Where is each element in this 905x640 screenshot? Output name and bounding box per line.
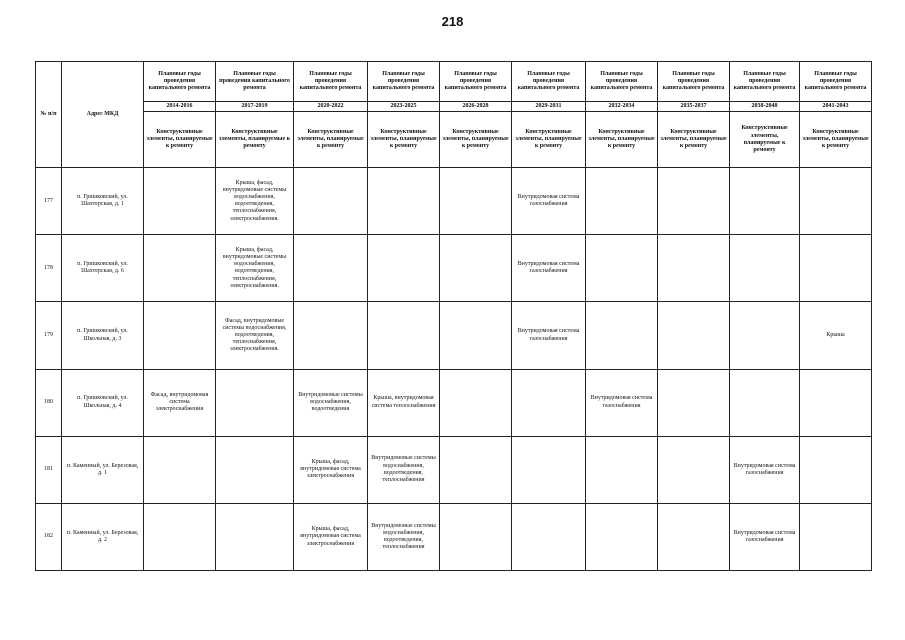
- period-title: Плановые годы проведения капитального ремонта: [440, 62, 512, 102]
- period-years: 2029-2031: [512, 102, 586, 112]
- row-number: 177: [36, 168, 62, 235]
- row-number: 179: [36, 302, 62, 369]
- capital-repair-table: [35, 61, 872, 571]
- repair-cell: Фасад, внутридомовые системы водоснабжения, водоотведения, теплоснабжения, электроснабжения.: [216, 302, 294, 369]
- elements-header: Конструктивные элементы, планируемые к ремонту: [800, 112, 872, 168]
- repair-cell: Крыша: [800, 302, 872, 369]
- period-title: Плановые годы проведения капитального ремонта: [216, 62, 294, 102]
- repair-cell: [658, 436, 730, 503]
- elements-header: Конструктивные элементы, планируемые к ремонту: [216, 112, 294, 168]
- table-row: [36, 235, 872, 302]
- repair-cell: Крыша, фасад, внутридомовые системы водоснабжения, водоотведения, теплоснабжения, электроснабжения.: [216, 168, 294, 235]
- period-years: 2017-2019: [216, 102, 294, 112]
- repair-cell: [586, 436, 658, 503]
- repair-cell: [658, 168, 730, 235]
- repair-cell: Внутридомовые системы водоснабжения, водоотведения: [294, 369, 368, 436]
- period-years: 2041-2043: [800, 102, 872, 112]
- repair-cell: Крыша, фасад, внутридомовая система электроснабжения: [294, 436, 368, 503]
- repair-cell: [800, 436, 872, 503]
- repair-cell: [440, 168, 512, 235]
- repair-cell: [368, 235, 440, 302]
- repair-cell: [730, 369, 800, 436]
- repair-cell: [730, 302, 800, 369]
- elements-header: Конструктивные элементы, планируемые к ремонту: [730, 112, 800, 168]
- row-number: 182: [36, 503, 62, 570]
- repair-cell: [440, 436, 512, 503]
- repair-cell: [144, 503, 216, 570]
- elements-header: Конструктивные элементы, планируемые к ремонту: [512, 112, 586, 168]
- repair-cell: Внутридомовая система газоснабжения: [730, 436, 800, 503]
- period-title: Плановые годы проведения капитального ремонта: [800, 62, 872, 102]
- period-years: 2023-2025: [368, 102, 440, 112]
- repair-cell: [658, 235, 730, 302]
- repair-cell: [800, 503, 872, 570]
- row-address: п. Каменный, ул. Березовая, д. 2: [62, 503, 144, 570]
- repair-cell: Крыша, фасад, внутридомовые системы водоснабжения, водоотведения, теплоснабжения, электроснабжения.: [216, 235, 294, 302]
- period-years: 2038-2040: [730, 102, 800, 112]
- repair-cell: Внутридомовые системы водоснабжения, водоотведения, теплоснабжения: [368, 503, 440, 570]
- period-title: Плановые годы проведения капитального ремонта: [368, 62, 440, 102]
- repair-cell: Фасад, внутридомовая система электроснабжения: [144, 369, 216, 436]
- elements-header: Конструктивные элементы, планируемые к ремонту: [294, 112, 368, 168]
- repair-cell: [586, 503, 658, 570]
- elements-header: Конструктивные элементы, планируемые к ремонту: [368, 112, 440, 168]
- elements-header: Конструктивные элементы, планируемые к ремонту: [144, 112, 216, 168]
- table-row: [36, 302, 872, 369]
- repair-cell: Внутридомовая система газоснабжения: [730, 503, 800, 570]
- period-years: 2020-2022: [294, 102, 368, 112]
- header-row-elements: [36, 112, 872, 168]
- period-title: Плановые годы проведения капитального ремонта: [658, 62, 730, 102]
- elements-header: Конструктивные элементы, планируемые к ремонту: [440, 112, 512, 168]
- period-years: 2014-2016: [144, 102, 216, 112]
- table-row: [36, 436, 872, 503]
- repair-cell: Внутридомовая система газоснабжения: [512, 168, 586, 235]
- row-address: п. Каменный, ул. Березовая, д. 1: [62, 436, 144, 503]
- period-title: Плановые годы проведения капитального ремонта: [730, 62, 800, 102]
- repair-cell: [144, 302, 216, 369]
- repair-cell: [144, 436, 216, 503]
- repair-cell: [586, 235, 658, 302]
- period-years: 2035-2037: [658, 102, 730, 112]
- repair-cell: [368, 168, 440, 235]
- num-column-header: № п/п: [36, 62, 62, 168]
- repair-cell: [658, 369, 730, 436]
- repair-cell: [440, 369, 512, 436]
- repair-cell: [512, 436, 586, 503]
- repair-cell: [440, 503, 512, 570]
- period-title: Плановые годы проведения капитального ремонта: [512, 62, 586, 102]
- repair-cell: Внутридомовая система газоснабжения: [586, 369, 658, 436]
- repair-cell: [216, 436, 294, 503]
- period-title: Плановые годы проведения капитального ремонта: [144, 62, 216, 102]
- repair-cell: [586, 302, 658, 369]
- repair-cell: [800, 235, 872, 302]
- repair-cell: [144, 235, 216, 302]
- repair-cell: [440, 235, 512, 302]
- period-years: 2026-2028: [440, 102, 512, 112]
- repair-cell: Внутридомовая система газоснабжения: [512, 235, 586, 302]
- repair-cell: Внутридомовая система газоснабжения: [512, 302, 586, 369]
- page-number: 218: [441, 14, 464, 29]
- header-row-periods: [36, 102, 872, 112]
- repair-cell: [368, 302, 440, 369]
- elements-header: Конструктивные элементы, планируемые к ремонту: [658, 112, 730, 168]
- repair-cell: [800, 369, 872, 436]
- repair-cell: [512, 503, 586, 570]
- period-title: Плановые годы проведения капитального ремонта: [294, 62, 368, 102]
- row-address: п. Гришковский, ул. Шахтерская, д. 1: [62, 168, 144, 235]
- row-number: 178: [36, 235, 62, 302]
- repair-cell: [216, 369, 294, 436]
- header-row-titles: [36, 62, 872, 102]
- row-number: 181: [36, 436, 62, 503]
- repair-cell: [216, 503, 294, 570]
- repair-cell: [294, 302, 368, 369]
- repair-cell: [144, 168, 216, 235]
- repair-cell: [730, 235, 800, 302]
- repair-cell: [730, 168, 800, 235]
- repair-cell: [586, 168, 658, 235]
- table-row: [36, 369, 872, 436]
- repair-cell: [800, 168, 872, 235]
- period-title: Плановые годы проведения капитального ремонта: [586, 62, 658, 102]
- repair-cell: [658, 302, 730, 369]
- repair-cell: [294, 235, 368, 302]
- row-address: п. Гришковский, ул. Шахтерская, д. 6: [62, 235, 144, 302]
- repair-cell: Крыша, внутридомовая система теплоснабжения: [368, 369, 440, 436]
- table-row: [36, 168, 872, 235]
- row-address: п. Гришковский, ул. Школьная, д. 3: [62, 302, 144, 369]
- elements-header: Конструктивные элементы, планируемые к ремонту: [586, 112, 658, 168]
- repair-cell: Крыша, фасад, внутридомовая система электроснабжения: [294, 503, 368, 570]
- table-row: [36, 503, 872, 570]
- row-address: п. Гришковский, ул. Школьная, д. 4: [62, 369, 144, 436]
- row-number: 180: [36, 369, 62, 436]
- repair-cell: [440, 302, 512, 369]
- repair-cell: [512, 369, 586, 436]
- period-years: 2032-2034: [586, 102, 658, 112]
- repair-cell: [294, 168, 368, 235]
- repair-cell: [658, 503, 730, 570]
- address-column-header: Адрес МКД: [62, 62, 144, 168]
- repair-cell: Внутридомовые системы водоснабжения, водоотведения, теплоснабжения: [368, 436, 440, 503]
